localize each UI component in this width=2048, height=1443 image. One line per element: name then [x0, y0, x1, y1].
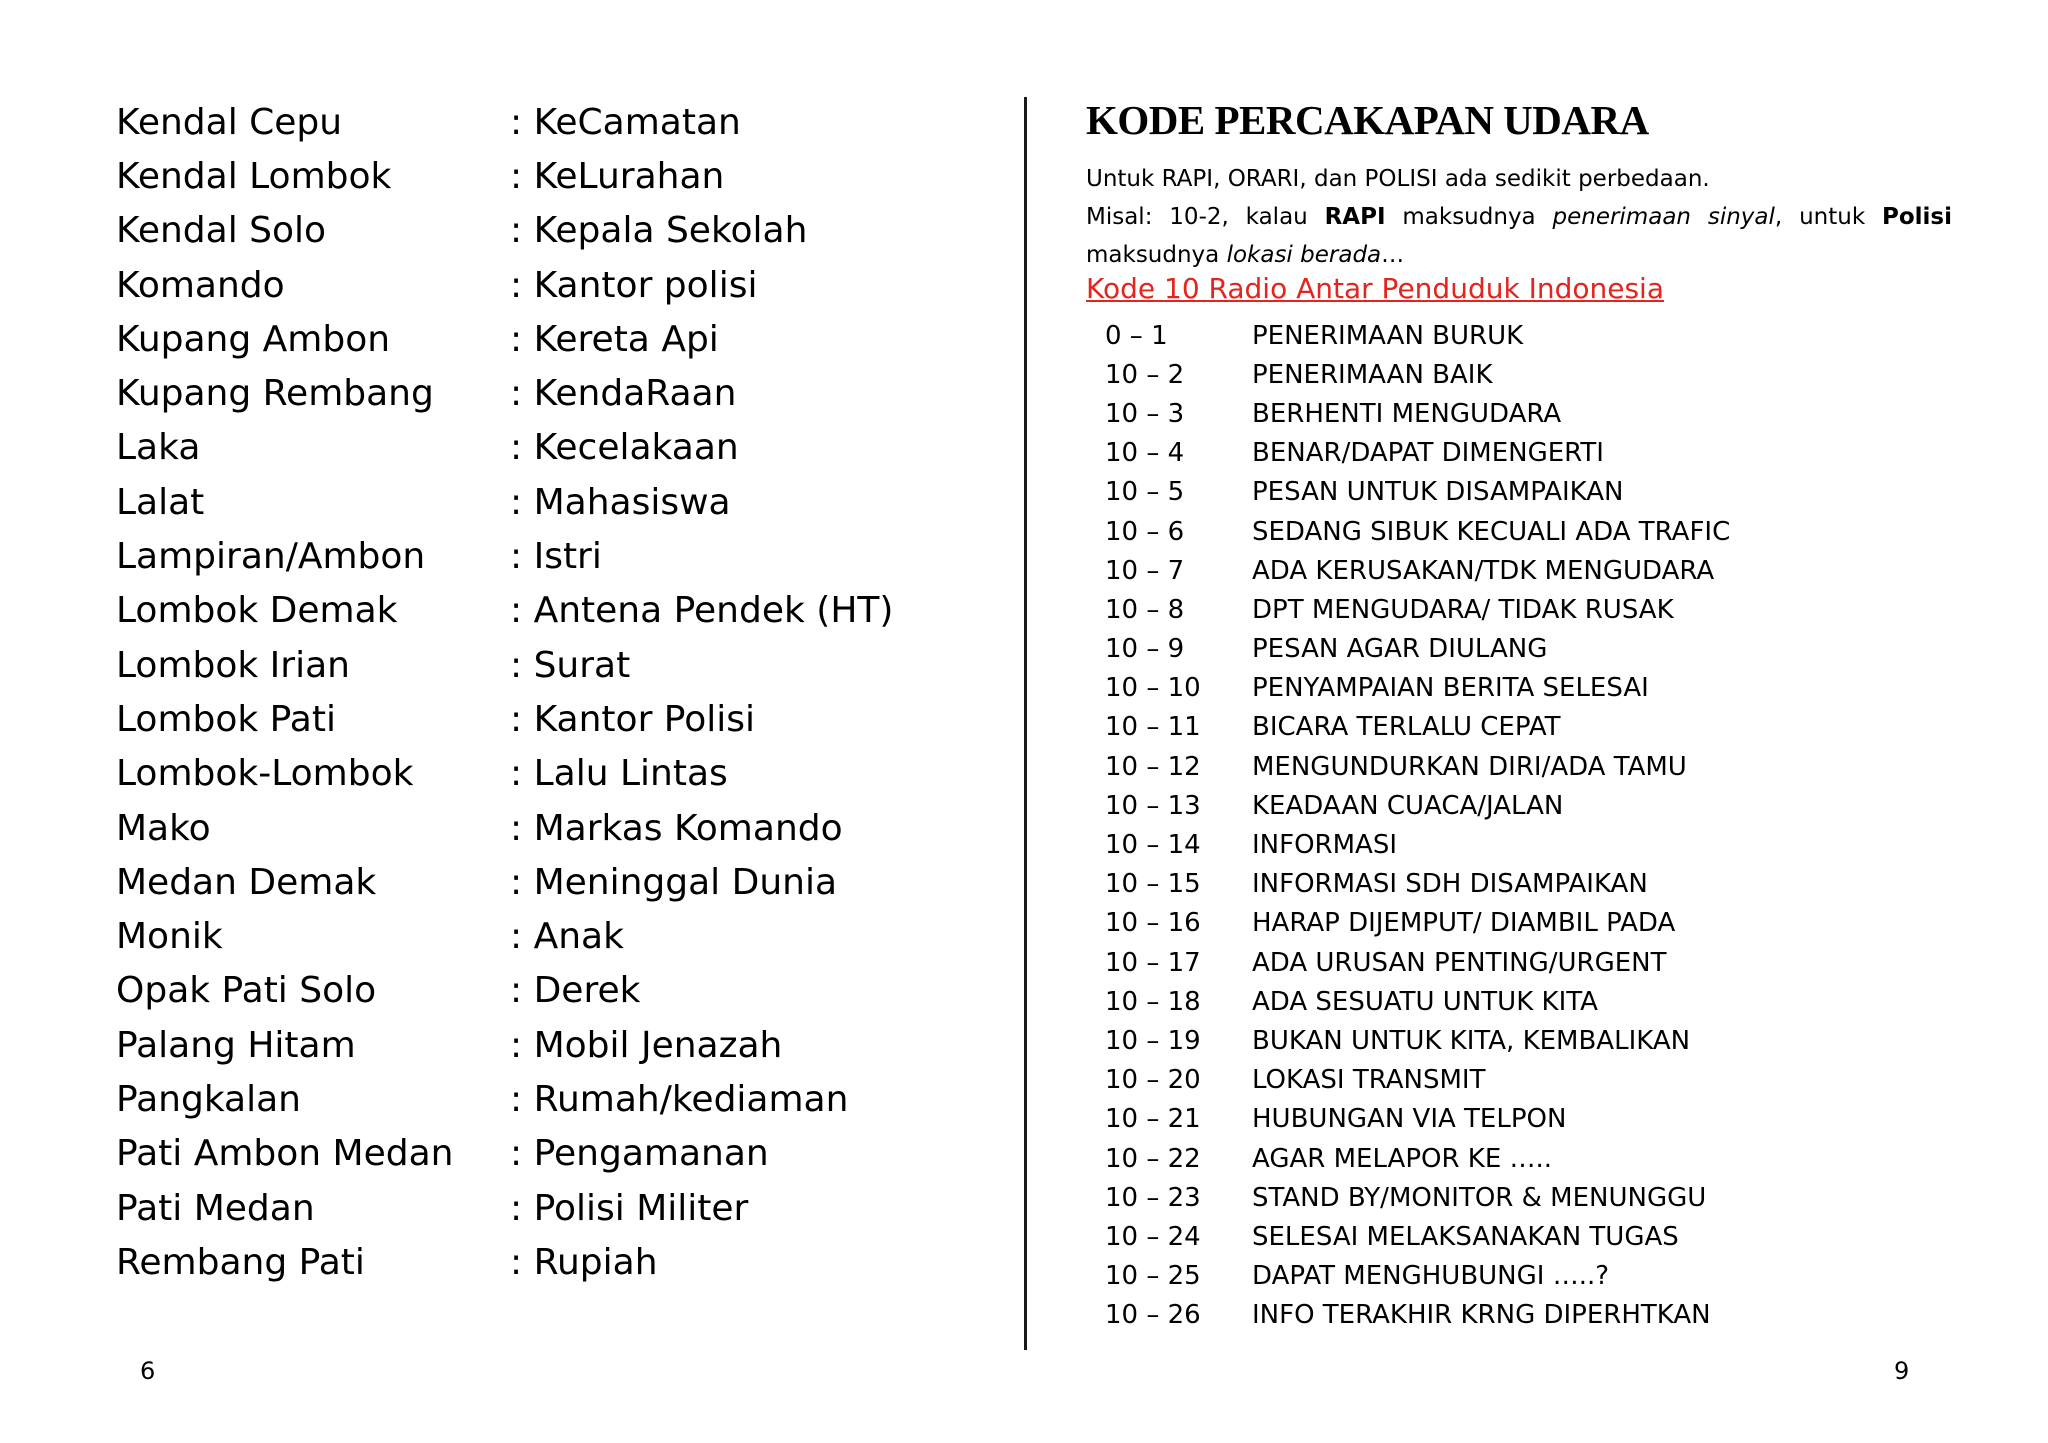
glossary-term: Mako: [116, 807, 211, 849]
code-description: BUKAN UNTUK KITA, KEMBALIKAN: [1252, 1025, 1691, 1056]
glossary-meaning: : Anak: [510, 916, 624, 958]
glossary-meaning: : Polisi Militer: [510, 1187, 749, 1229]
code-row: [1105, 473, 1730, 512]
code-number: 10 – 6: [1105, 516, 1185, 547]
code-row: [1105, 434, 1730, 473]
glossary-meaning: : Markas Komando: [510, 807, 843, 849]
glossary-meaning: : KeCamatan: [510, 101, 741, 143]
code-row: [1105, 943, 1730, 982]
glossary-meaning: : Rumah/kediaman: [510, 1078, 849, 1120]
code-number: 10 – 5: [1105, 477, 1185, 508]
code-row: [1105, 1061, 1730, 1100]
section-subtitle: Kode 10 Radio Antar Penduduk Indonesia: [1086, 272, 1664, 305]
glossary-row: [116, 475, 893, 529]
glossary-term: Lombok Pati: [116, 698, 336, 740]
code-row: [1105, 551, 1730, 590]
code-description: PESAN AGAR DIULANG: [1252, 634, 1548, 665]
glossary-row: [116, 638, 893, 692]
code-description: AGAR MELAPOR KE …..: [1252, 1143, 1553, 1174]
code-row: [1105, 904, 1730, 943]
code-row: [1105, 669, 1730, 708]
glossary-term: Kendal Cepu: [116, 101, 343, 143]
code-description: KEADAAN CUACA/JALAN: [1252, 790, 1564, 821]
intro-text: Misal: 10-2, kalau: [1086, 204, 1325, 230]
code-row: [1105, 1139, 1730, 1178]
glossary-row: [116, 801, 893, 855]
page-number-right: 9: [1894, 1357, 1910, 1385]
glossary-term: Lalat: [116, 481, 205, 523]
page-number-left: 6: [140, 1357, 156, 1385]
code-description: ADA SESUATU UNTUK KITA: [1252, 986, 1598, 1017]
glossary-list: [116, 95, 893, 1290]
glossary-term: Lombok Irian: [116, 644, 350, 686]
code-row: [1105, 747, 1730, 786]
code-number: 10 – 4: [1105, 438, 1185, 469]
glossary-term: Lombok Demak: [116, 590, 398, 632]
glossary-term: Pangkalan: [116, 1078, 301, 1120]
glossary-term: Pati Medan: [116, 1187, 315, 1229]
glossary-term: Lampiran/Ambon: [116, 536, 426, 578]
code-row: [1105, 982, 1730, 1021]
intro-italic-term: penerimaan sinyal: [1552, 204, 1775, 230]
glossary-meaning: : Kecelakaan: [510, 427, 739, 469]
glossary-meaning: : Kereta Api: [510, 318, 719, 360]
code-row: [1105, 1021, 1730, 1060]
code-number: 10 – 16: [1105, 908, 1201, 939]
glossary-row: [116, 258, 893, 312]
code-description: HUBUNGAN VIA TELPON: [1252, 1104, 1567, 1135]
glossary-meaning: : Derek: [510, 970, 641, 1012]
code-row: [1105, 1100, 1730, 1139]
intro-text: , untuk: [1774, 204, 1882, 230]
intro-bold-polisi: Polisi: [1882, 204, 1952, 230]
glossary-meaning: : Lalu Lintas: [510, 753, 728, 795]
glossary-row: [116, 1181, 893, 1235]
glossary-meaning: : Meninggal Dunia: [510, 861, 838, 903]
glossary-meaning: : Mobil Jenazah: [510, 1024, 783, 1066]
glossary-term: Medan Demak: [116, 861, 377, 903]
code-number: 10 – 7: [1105, 555, 1185, 586]
glossary-row: [116, 95, 893, 149]
intro-text: maksudnya: [1086, 242, 1227, 268]
glossary-meaning: : Antena Pendek (HT): [510, 590, 894, 632]
glossary-meaning: : Kantor polisi: [510, 264, 758, 306]
code-row: [1105, 1296, 1730, 1335]
glossary-term: Monik: [116, 916, 223, 958]
code-description: DPT MENGUDARA/ TIDAK RUSAK: [1252, 594, 1674, 625]
code-description: BICARA TERLALU CEPAT: [1252, 712, 1561, 743]
glossary-row: [116, 747, 893, 801]
glossary-row: [116, 1072, 893, 1126]
code-number: 10 – 23: [1105, 1182, 1201, 1213]
code-number: 10 – 14: [1105, 830, 1201, 861]
glossary-meaning: : Pengamanan: [510, 1133, 769, 1175]
code-description: MENGUNDURKAN DIRI/ADA TAMU: [1252, 751, 1687, 782]
glossary-row: [116, 584, 893, 638]
code-number: 10 – 20: [1105, 1065, 1201, 1096]
glossary-meaning: : Istri: [510, 536, 602, 578]
intro-line-2: [1086, 198, 1952, 236]
code-row: [1105, 1217, 1730, 1256]
glossary-row: [116, 312, 893, 366]
code-number: 10 – 12: [1105, 751, 1201, 782]
intro-line-3: [1086, 236, 1952, 274]
code-description: DAPAT MENGHUBUNGI …..?: [1252, 1261, 1610, 1292]
glossary-meaning: : Kantor Polisi: [510, 698, 756, 740]
code-description: INFO TERAKHIR KRNG DIPERHTKAN: [1252, 1300, 1711, 1331]
code-number: 10 – 22: [1105, 1143, 1201, 1174]
glossary-meaning: : KeLurahan: [510, 155, 725, 197]
code-row: [1105, 1178, 1730, 1217]
intro-paragraph: [1086, 160, 1952, 274]
code-number: 10 – 8: [1105, 594, 1185, 625]
intro-bold-rapi: RAPI: [1324, 204, 1386, 230]
glossary-row: [116, 964, 893, 1018]
glossary-row: [116, 1235, 893, 1289]
code-number: 0 – 1: [1105, 320, 1168, 351]
glossary-row: [116, 909, 893, 963]
glossary-meaning: : KendaRaan: [510, 373, 737, 415]
code-description: PENERIMAAN BAIK: [1252, 359, 1493, 390]
glossary-meaning: : Kepala Sekolah: [510, 210, 808, 252]
code-row: [1105, 630, 1730, 669]
code-row: [1105, 786, 1730, 825]
code-description: SEDANG SIBUK KECUALI ADA TRAFIC: [1252, 516, 1731, 547]
code-number: 10 – 18: [1105, 986, 1201, 1017]
glossary-meaning: : Mahasiswa: [510, 481, 731, 523]
code-description: LOKASI TRANSMIT: [1252, 1065, 1486, 1096]
code-description: INFORMASI SDH DISAMPAIKAN: [1252, 869, 1648, 900]
glossary-meaning: : Surat: [510, 644, 631, 686]
code-description: SELESAI MELAKSANAKAN TUGAS: [1252, 1221, 1679, 1252]
code-number: 10 – 11: [1105, 712, 1201, 743]
glossary-term: Palang Hitam: [116, 1024, 356, 1066]
glossary-row: [116, 529, 893, 583]
glossary-row: [116, 149, 893, 203]
glossary-term: Opak Pati Solo: [116, 970, 377, 1012]
glossary-row: [116, 692, 893, 746]
code-description: ADA KERUSAKAN/TDK MENGUDARA: [1252, 555, 1715, 586]
code-number: 10 – 9: [1105, 634, 1185, 665]
code-number: 10 – 13: [1105, 790, 1201, 821]
code-description: BENAR/DAPAT DIMENGERTI: [1252, 438, 1604, 469]
glossary-term: Kendal Lombok: [116, 155, 392, 197]
code-number: 10 – 15: [1105, 869, 1201, 900]
glossary-term: Komando: [116, 264, 285, 306]
code-number: 10 – 3: [1105, 398, 1185, 429]
code-number: 10 – 25: [1105, 1261, 1201, 1292]
glossary-term: Pati Ambon Medan: [116, 1133, 454, 1175]
code-description: BERHENTI MENGUDARA: [1252, 398, 1562, 429]
glossary-row: [116, 1018, 893, 1072]
code-description: HARAP DIJEMPUT/ DIAMBIL PADA: [1252, 908, 1676, 939]
code-description: PESAN UNTUK DISAMPAIKAN: [1252, 477, 1624, 508]
glossary-row: [116, 421, 893, 475]
glossary-row: [116, 855, 893, 909]
code-number: 10 – 19: [1105, 1025, 1201, 1056]
code-number: 10 – 10: [1105, 673, 1201, 704]
code-description: STAND BY/MONITOR & MENUNGGU: [1252, 1182, 1707, 1213]
glossary-term: Kendal Solo: [116, 210, 327, 252]
intro-text: maksudnya: [1385, 204, 1553, 230]
code-row: [1105, 316, 1730, 355]
glossary-term: Kupang Rembang: [116, 373, 434, 415]
glossary-term: Laka: [116, 427, 201, 469]
glossary-term: Rembang Pati: [116, 1241, 365, 1283]
code-row: [1105, 512, 1730, 551]
glossary-row: [116, 366, 893, 420]
code-description: INFORMASI: [1252, 830, 1397, 861]
code-row: [1105, 590, 1730, 629]
code-list: [1105, 316, 1730, 1335]
code-row: [1105, 825, 1730, 864]
intro-line-1: Untuk RAPI, ORARI, dan POLISI ada sedikit perbedaan.: [1086, 166, 1710, 192]
glossary-term: Kupang Ambon: [116, 318, 391, 360]
code-number: 10 – 2: [1105, 359, 1185, 390]
glossary-row: [116, 1127, 893, 1181]
code-row: [1105, 355, 1730, 394]
code-row: [1105, 394, 1730, 433]
code-row: [1105, 1257, 1730, 1296]
code-description: ADA URUSAN PENTING/URGENT: [1252, 947, 1667, 978]
code-description: PENYAMPAIAN BERITA SELESAI: [1252, 673, 1649, 704]
glossary-meaning: : Rupiah: [510, 1241, 658, 1283]
intro-text: …: [1381, 242, 1405, 268]
page-title: KODE PERCAKAPAN UDARA: [1086, 97, 1649, 143]
code-number: 10 – 21: [1105, 1104, 1201, 1135]
glossary-row: [116, 204, 893, 258]
code-number: 10 – 17: [1105, 947, 1201, 978]
code-number: 10 – 24: [1105, 1221, 1201, 1252]
code-row: [1105, 708, 1730, 747]
code-row: [1105, 865, 1730, 904]
intro-italic-term: lokasi berada: [1226, 242, 1382, 268]
code-number: 10 – 26: [1105, 1300, 1201, 1331]
code-description: PENERIMAAN BURUK: [1252, 320, 1524, 351]
glossary-term: Lombok-Lombok: [116, 753, 414, 795]
